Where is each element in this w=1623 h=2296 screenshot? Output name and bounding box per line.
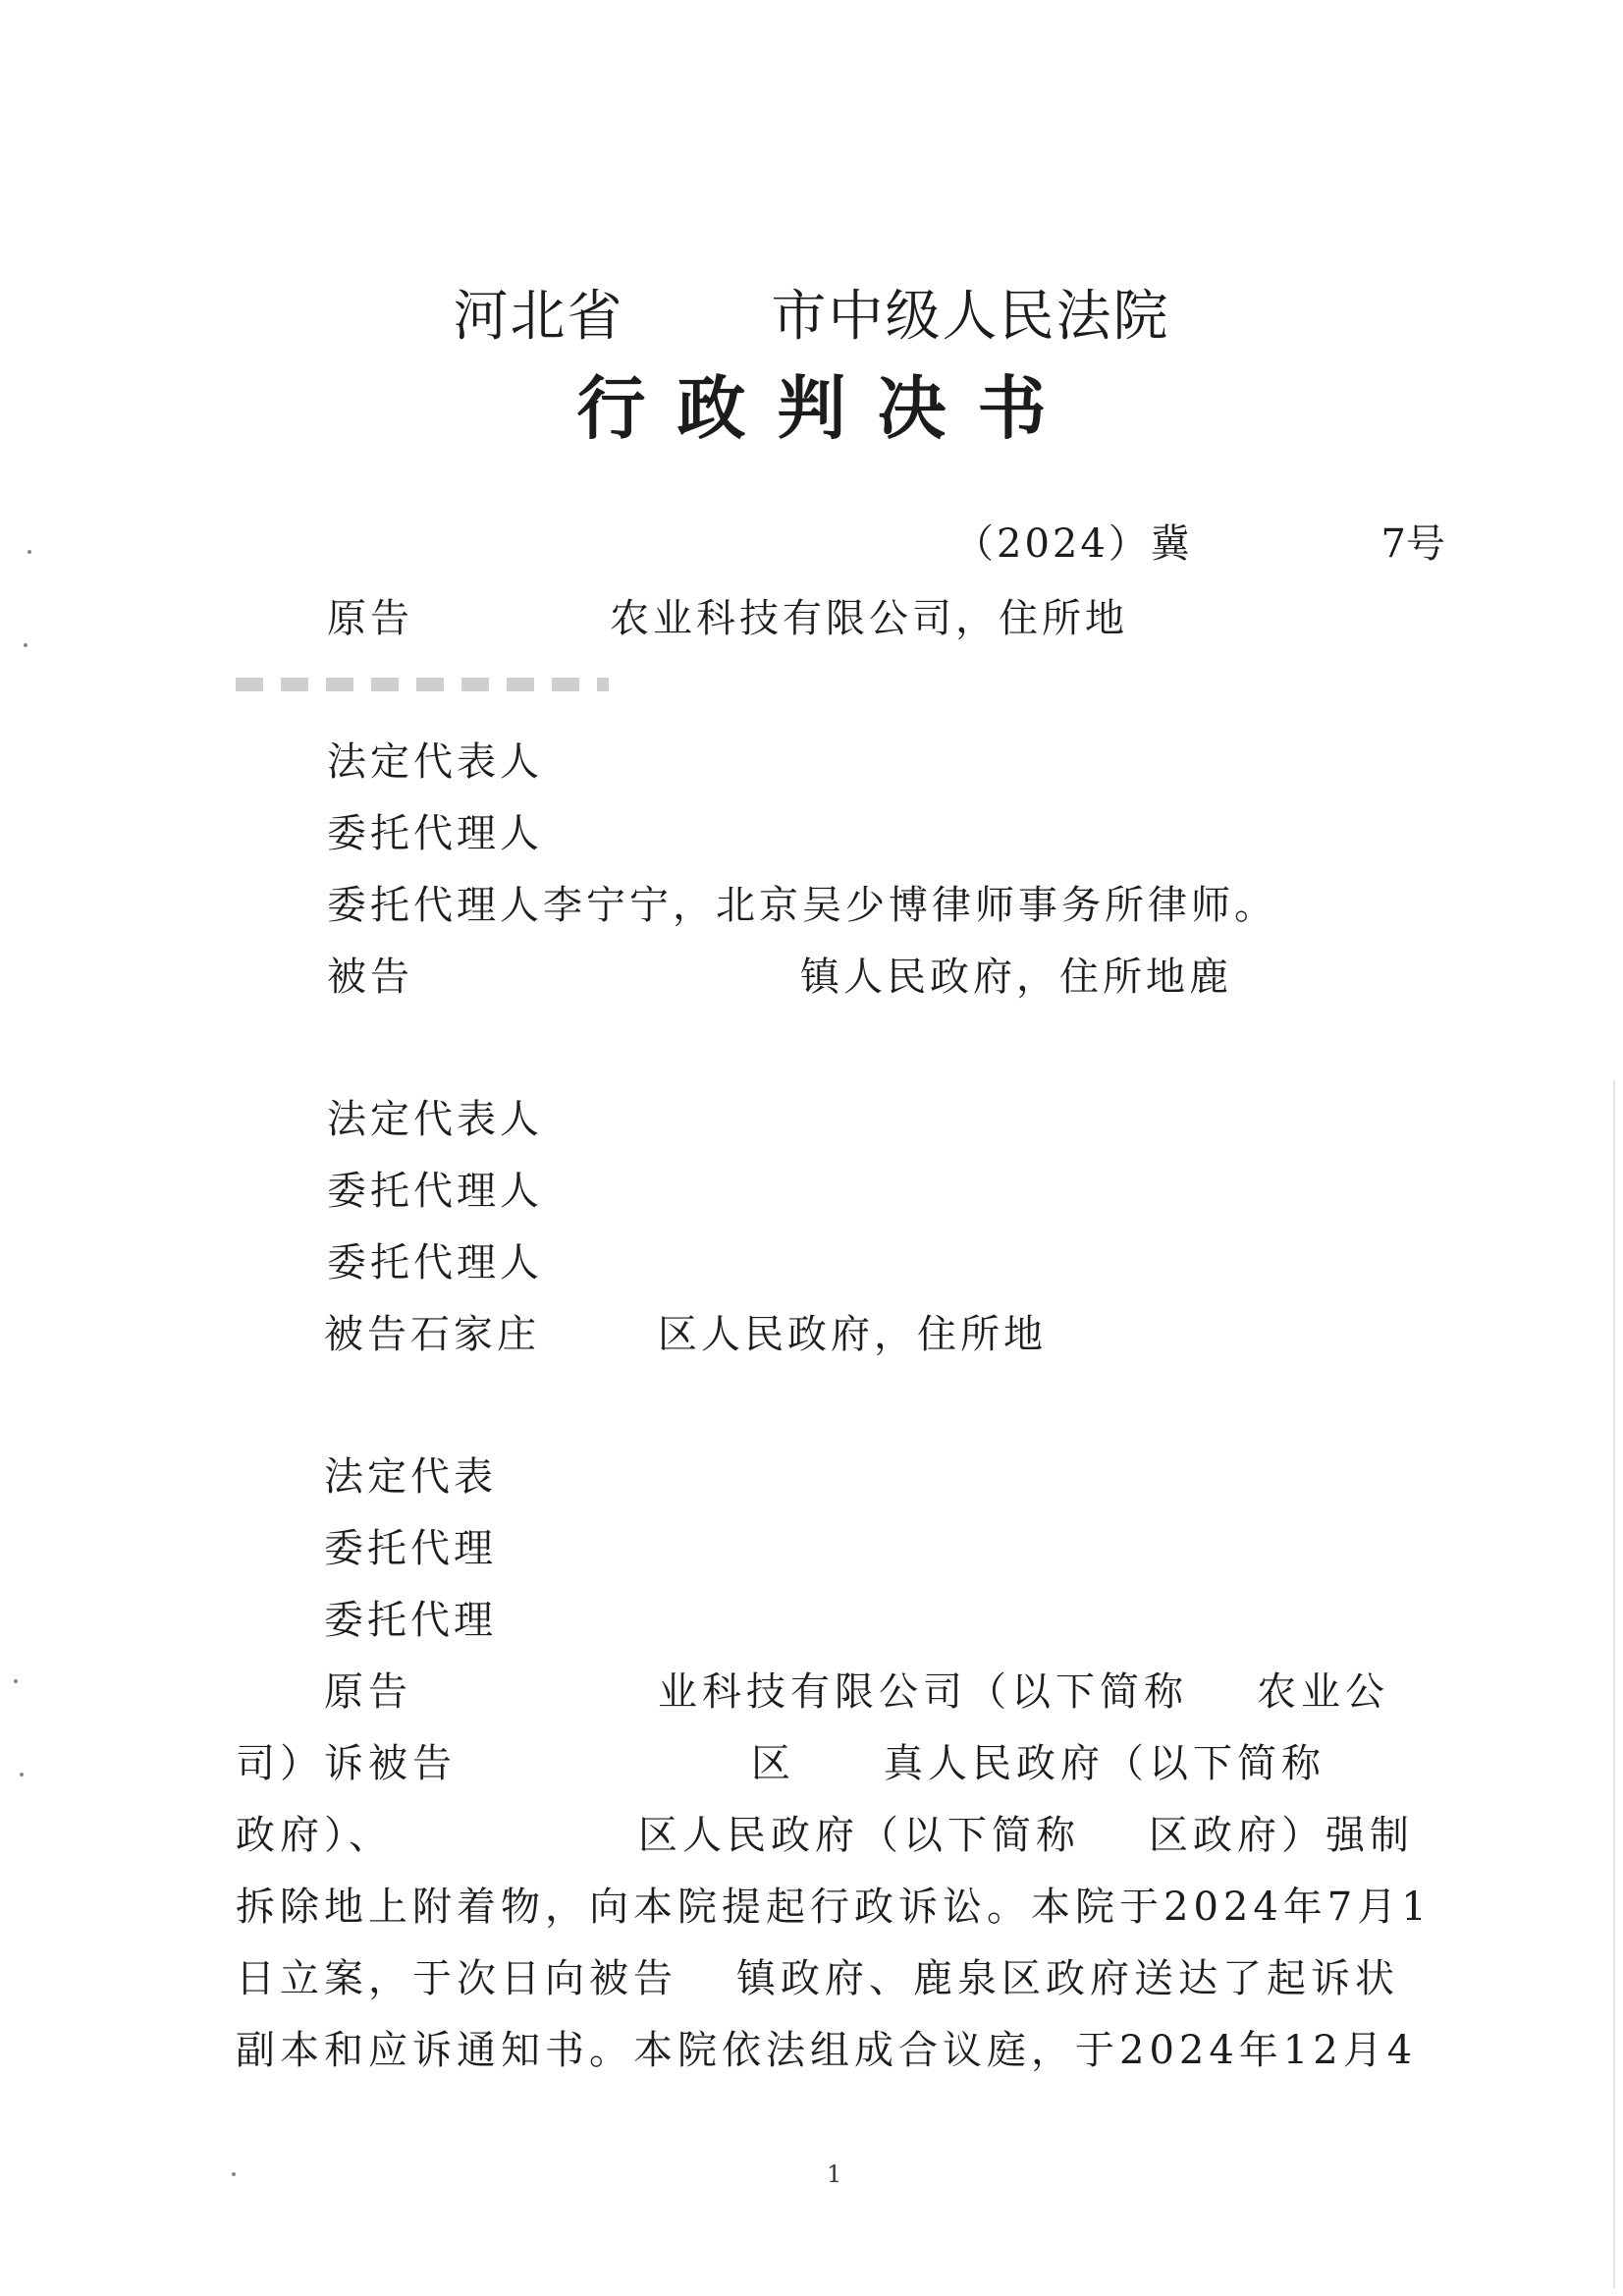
page-number: 1 [827,2160,842,2188]
text-segment: 政府）、 [236,1813,393,1858]
party-line-agent-1a: 委托代理人 [327,811,543,856]
party-line-agent-1b: 委托代理人李宁宁，北京吴少博律师事务所律师。 [327,883,1277,928]
text-segment: 农业公 [1257,1669,1389,1715]
party-role: 被告 [327,955,413,1000]
paragraph-line [236,1804,1414,1860]
text-segment: 区 [751,1741,795,1786]
scan-speck [14,1679,18,1683]
paragraph-line [236,1732,1325,1788]
text-segment: 区政府）强制 [1149,1813,1414,1858]
scan-speck [24,643,27,647]
party-detail: 农业科技有限公司，住所地 [610,596,1128,641]
scan-speck [232,2172,236,2176]
party-detail: 镇人民政府，住所地鹿 [800,955,1232,1000]
court-name-suffix: 市中级人民法院 [771,285,1170,349]
party-role: 被告石家庄 [324,1312,540,1357]
party-line-legal-rep-2: 法定代表人 [327,1097,543,1142]
party-line-agent-2a: 委托代理人 [327,1169,543,1214]
text-segment: 日立案，于次日向被告 [236,1956,677,2001]
case-number [954,513,1445,567]
redacted-address-fragment [236,678,609,691]
paragraph-line: 副本和应诉通知书。本院依法组成合议庭，于2024年12月4 [236,2028,1418,2073]
party-line-legal-rep-1: 法定代表人 [327,739,543,785]
scan-speck [20,1773,24,1777]
text-segment: 真人民政府（以下简称 [884,1741,1325,1786]
paragraph-line [236,1947,1399,2003]
party-line-agent-3b: 委托代理 [324,1598,497,1643]
court-name-province: 河北省 [453,285,624,349]
party-detail: 区人民政府，住所地 [658,1312,1047,1357]
text-segment: 原告 [324,1669,412,1715]
party-line-defendant-2 [324,1303,1047,1359]
text-segment: 镇政府、鹿泉区政府送达了起诉状 [736,1956,1399,2001]
scan-edge-shadow [1613,1080,1615,2288]
text-segment: 区人民政府（以下简称 [638,1813,1080,1858]
paragraph-line [324,1661,1389,1717]
party-line-agent-2b: 委托代理人 [327,1240,543,1285]
paragraph-line: 拆除地上附着物，向本院提起行政诉讼。本院于2024年7月1 [236,1885,1432,1930]
court-name [0,273,1623,352]
scan-speck [27,550,31,554]
party-line-legal-rep-3: 法定代表 [324,1454,497,1500]
case-number-prefix: （2024）冀 [954,521,1193,567]
party-line-defendant-1 [327,946,1232,1002]
text-segment: 司）诉被告 [236,1741,457,1786]
case-number-suffix: 7号 [1380,521,1445,567]
party-line-plaintiff [327,587,1128,643]
party-line-agent-3a: 委托代理 [324,1526,497,1571]
party-role: 原告 [327,596,413,641]
text-segment: 业科技有限公司（以下简称 [658,1669,1188,1715]
document-title: 行政判决书 [576,368,1078,449]
